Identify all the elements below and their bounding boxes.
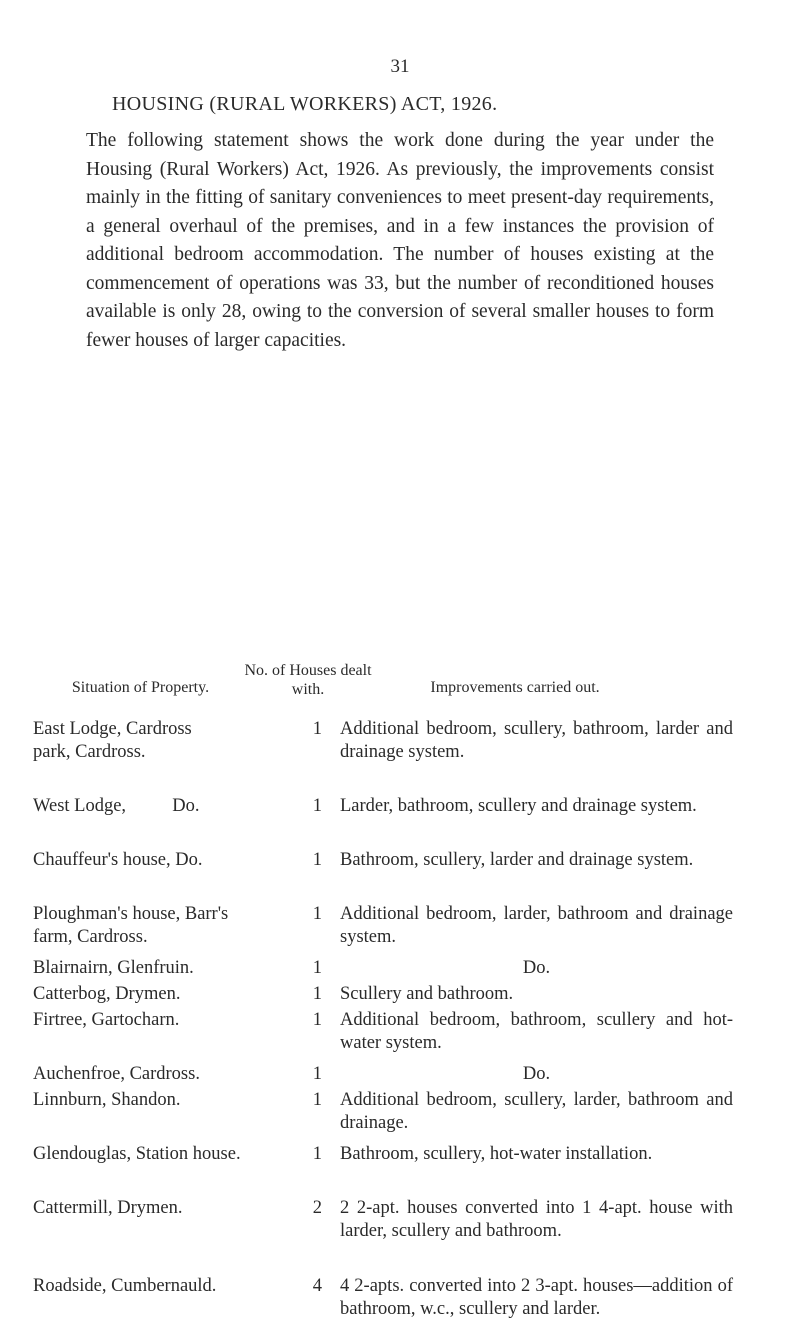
improvements-cell: Bathroom, scullery, larder and drainage system.	[340, 850, 694, 870]
situation-cell: Cattermill, Drymen.	[33, 1198, 183, 1218]
count-cell: 1	[312, 904, 322, 924]
count-cell: 1	[312, 796, 322, 816]
count-cell: 4	[312, 1276, 322, 1296]
situation-cell: Glendouglas, Station house.	[33, 1144, 241, 1164]
improvements-cell: Larder, bathroom, scullery and drainage system.	[340, 796, 697, 816]
situation-cell: Chauffeur's house, Do.	[33, 850, 203, 870]
page-title: HOUSING (RURAL WORKERS) ACT, 1926.	[112, 93, 498, 115]
situation-cell: Ploughman's house, Barr's farm, Cardross.	[33, 904, 229, 947]
column-header-houses: No. of Houses dealt with.	[244, 662, 372, 698]
count-cell: 1	[312, 850, 322, 870]
situation-cell: East Lodge, Cardross park, Cardross.	[33, 719, 192, 762]
count-cell: 1	[312, 719, 322, 739]
column-header-situation: Situation of Property.	[71, 679, 210, 696]
situation-cell: Linnburn, Shandon.	[33, 1090, 181, 1110]
situation-cell: Blairnairn, Glenfruin.	[33, 958, 194, 978]
improvements-cell: Additional bedroom, bathroom, scullery and hot-water system.	[340, 1010, 733, 1053]
count-cell: 1	[312, 1090, 322, 1110]
improvements-cell: Scullery and bathroom.	[340, 984, 514, 1004]
count-cell: 2	[312, 1198, 322, 1218]
count-cell: 1	[312, 1144, 322, 1164]
improvements-cell: Do.	[522, 958, 551, 978]
situation-cell: Roadside, Cumbernauld.	[33, 1276, 217, 1296]
situation-cell: Auchenfroe, Cardross.	[33, 1064, 200, 1084]
count-cell: 1	[312, 1010, 322, 1030]
improvements-cell: Do.	[522, 1064, 551, 1084]
intro-paragraph: The following statement shows the work done during the year under the Housing (Rural Workers) Act, 1926. As previously, the improvements consist mainly in the fitting of sanitary conveniences to meet present-day requirements, a general overhaul of the premises, and in a few instances the provision of additional bedroom accommodation. The number of houses existing at the commencement of operations was 33, but the number of reconditioned houses available is only 28, owing to the conversion of several smaller houses to form fewer houses of larger capacities.	[86, 130, 714, 351]
situation-cell: Firtree, Gartocharn.	[33, 1010, 180, 1030]
page-number: 31	[390, 56, 410, 77]
improvements-cell: 2 2-apt. houses converted into 1 4-apt. house with larder, scullery and bathroom.	[340, 1198, 733, 1241]
improvements-cell: Additional bedroom, larder, bathroom and drainage system.	[340, 904, 733, 947]
count-cell: 1	[312, 984, 322, 1004]
improvements-cell: 4 2-apts. converted into 2 3-apt. houses—addition of bathroom, w.c., scullery and larder.	[340, 1276, 733, 1319]
improvements-cell: Additional bedroom, scullery, larder, bathroom and drainage.	[340, 1090, 733, 1133]
column-header-improvements: Improvements carried out.	[430, 679, 600, 696]
count-cell: 1	[312, 1064, 322, 1084]
situation-cell: Catterbog, Drymen.	[33, 984, 181, 1004]
improvements-cell: Additional bedroom, scullery, bathroom, larder and drainage system.	[340, 719, 733, 762]
situation-cell: West Lodge, Do.	[33, 796, 200, 816]
improvements-cell: Bathroom, scullery, hot-water installation.	[340, 1144, 653, 1164]
count-cell: 1	[312, 958, 322, 978]
